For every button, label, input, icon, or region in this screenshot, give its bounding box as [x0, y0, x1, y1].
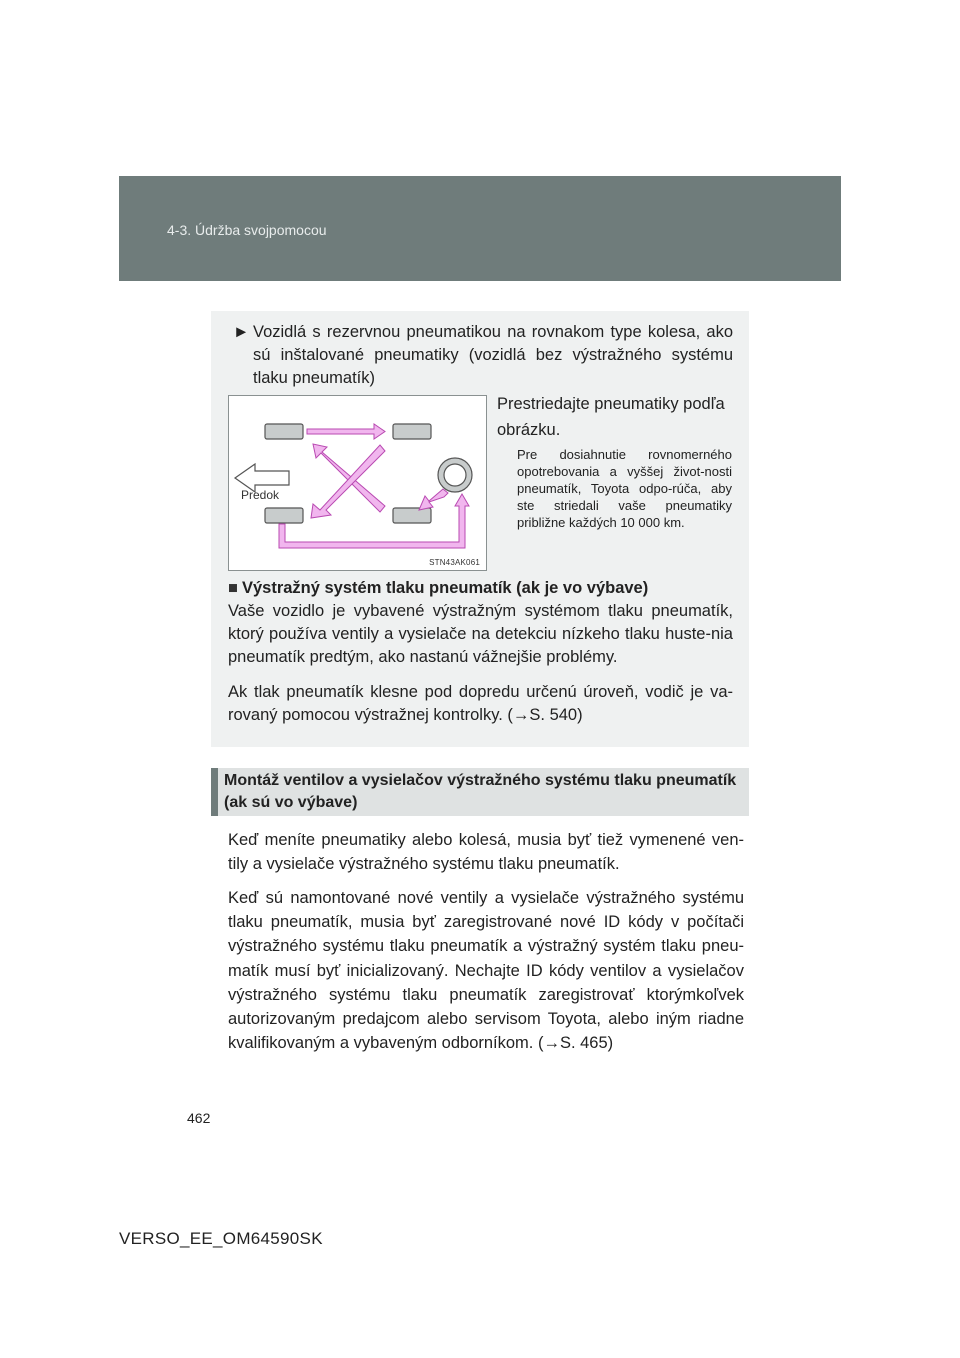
arrow-front-left-to-front-right — [307, 424, 385, 439]
tpms-paragraph-2: Ak tlak pneumatík klesne pod dopredu určenú úroveň, vodič je va-rovaný pomocou výstražnej kontrolky. (→S. 540) — [228, 683, 733, 724]
tire-rear-right — [393, 508, 431, 523]
tire-rear-left — [265, 508, 303, 523]
arrow-spare-to-rear-right — [419, 489, 448, 510]
rotation-note: Pre dosiahnutie rovnomerného opotrebovania a vyššej život-nosti pneumatík, Toyota odpo-rúča, aby ste striedali vaše pneumatiky približne každých 10 000 km. — [517, 447, 732, 530]
tire-front-left — [265, 424, 303, 439]
figure-code: STN43AK061 — [429, 558, 480, 567]
tpms-paragraph-1: Vaše vozidlo je vybavené výstražným systémom tlaku pneumatík, ktorý používa ventily a vysielače na detekciu nízkeho tlaku huste-nia pneumatík predtým, ako nastanú vážnejšie problémy. — [228, 602, 733, 666]
tire-front-right — [393, 424, 431, 439]
page-number: 462 — [187, 1110, 211, 1126]
footer-document-code: VERSO_EE_OM64590SK — [119, 1229, 323, 1248]
bullet-text: Vozidlá s rezervnou pneumatikou na rovnakom type kolesa, ako sú inštalované pneumatiky (vozidlá bez výstražného systému tlaku pneumatík) — [253, 323, 733, 387]
section-paragraph-2: Keď sú namontované nové ventily a vysielače výstražného systému tlaku pneumatík, musia byť zaregistrované nové ID kódy v počítači výstražného systému tlaku pneumatík a výstražný systém tlaku pneu-matík musí byť inicializovaný. Nechajte ID kódy ventilov a vysielačov výstražného systému tlaku pneumatík zaregistrovať ktorýmkoľvek autorizovaným predajcom alebo servisom Toyota, alebo iným riadne kvalifikovaným a vybaveným odborníkom. (→S. 465) — [228, 889, 744, 1053]
section-heading — [211, 768, 749, 816]
arrow-front-right-to-rear-left — [311, 445, 385, 518]
tpms-subheading-text: Výstražný systém tlaku pneumatík (ak je vo výbave) — [241, 579, 649, 597]
tire-rotation-figure — [228, 395, 487, 571]
section-heading-text: Montáž ventilov a vysielačov výstražného systému tlaku pneumatík (ak sú vo výbave) — [224, 772, 737, 811]
triangle-bullet-icon: ► — [233, 323, 250, 341]
front-label: Predok — [241, 488, 280, 502]
chapter-title: 4-3. Údržba svojpomocou — [167, 222, 327, 238]
section-paragraph-1: Keď meníte pneumatiky alebo kolesá, musia byť tiež vymenené ven-tily a vysielače výstražného systému tlaku pneumatík. — [228, 831, 744, 874]
spare-tire-inner — [444, 464, 466, 486]
chapter-header — [119, 176, 841, 281]
info-box — [211, 311, 749, 747]
square-bullet-icon: ■ — [228, 579, 238, 597]
tire-rotation-diagram — [229, 396, 486, 570]
bullet-item — [233, 321, 733, 390]
tpms-subheading — [228, 576, 738, 600]
rotation-instruction: Prestriedajte pneumatiky podľa obrázku. — [497, 395, 725, 439]
